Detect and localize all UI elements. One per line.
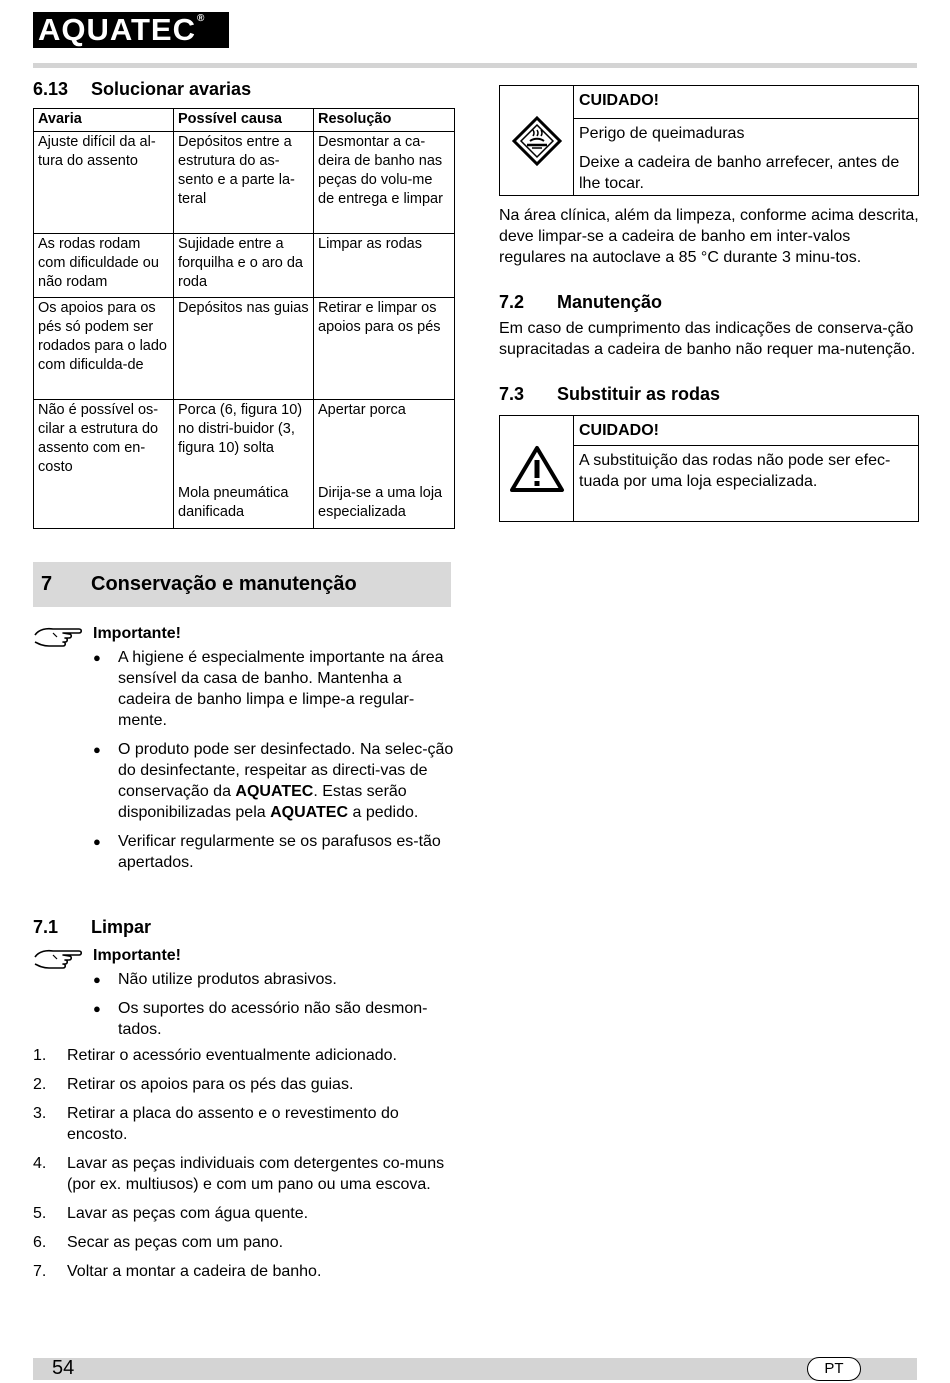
list-item: ● Não utilize produtos abrasivos. — [93, 969, 454, 990]
left-column — [33, 77, 454, 529]
bullet-text: Verificar regularmente se os parafusos es-tão apertados. — [118, 833, 441, 871]
table-row — [34, 234, 455, 298]
important-note — [33, 623, 454, 873]
table-cell: Limpar as rodas — [314, 234, 455, 298]
caution-line: Deixe a cadeira de banho arrefecer, antes de lhe tocar. — [579, 154, 900, 192]
section-6-13-heading — [33, 77, 454, 101]
caution-heading: CUIDADO! — [574, 86, 918, 119]
table-row — [34, 132, 455, 234]
section-title: Limpar — [91, 917, 152, 937]
note-title: Importante! — [93, 625, 181, 642]
note-bullet-list — [93, 647, 454, 873]
step-number: 7. — [33, 1263, 47, 1280]
bullet-text: a pedido. — [348, 804, 419, 821]
brand-name: AQUATEC — [235, 783, 314, 800]
warning-triangle-icon — [509, 444, 565, 494]
step-text: Retirar a placa do assento e o revestimento do encosto. — [67, 1105, 399, 1143]
caution-icon-cell — [500, 86, 574, 195]
table-cell: Retirar e limpar os apoios para os pés — [314, 298, 455, 400]
table-header-row — [34, 109, 455, 132]
section-7-3-heading — [499, 382, 920, 406]
table-cell: Dirija-se a uma loja especializada — [314, 483, 455, 529]
caution-box-wheels — [499, 415, 919, 522]
clinic-cleaning-paragraph: Na área clínica, além da limpeza, conforme acima descrita, deve limpar-se a cadeira de banho em inter-valos regulares na autoclave a 85 °C durante 3 minu-tos. — [499, 207, 919, 266]
section-title: Solucionar avarias — [91, 79, 252, 99]
section-number: 7.3 — [499, 384, 525, 404]
table-cell: As rodas rodam com dificuldade ou não rodam — [34, 234, 174, 298]
section-number: 6.13 — [33, 79, 69, 99]
table-cell: Os apoios para os pés só podem ser rodados para o lado com dificulda-de — [34, 298, 174, 400]
step-text: Retirar os apoios para os pés das guias. — [67, 1076, 354, 1093]
section-7-2-heading — [499, 290, 920, 314]
section-7-1 — [33, 915, 454, 1282]
table-cell: Apertar porca — [314, 400, 455, 483]
header-cause: Possível causa — [174, 109, 314, 132]
caution-box-burns — [499, 85, 919, 196]
bullet-text: O produto pode ser desinfectado. Na selec-ção do desinfectante, respeitar as directi-vas de conservação da — [118, 741, 454, 800]
table-cell: Desmontar a ca-deira de banho nas peças do volu-me de entrega e limpar — [314, 132, 455, 234]
header-fault: Avaria — [34, 109, 174, 132]
list-item — [33, 1232, 454, 1253]
section-number: 7 — [41, 573, 53, 595]
header-rule — [33, 63, 917, 68]
list-item — [93, 739, 454, 823]
page-number: 54 — [52, 1357, 75, 1379]
brand-name: AQUATEC — [270, 804, 349, 821]
table-row — [34, 400, 455, 483]
list-item — [33, 1103, 454, 1145]
caution-content — [574, 86, 918, 195]
list-item — [33, 1045, 454, 1066]
logo-text: AQUATEC — [38, 12, 196, 47]
note-bullet-list — [93, 969, 454, 1040]
caution-text: A substituição das rodas não pode ser efec-tuada por uma loja especializada. — [579, 452, 891, 490]
bullet-text: . Estas serão disponibilizadas pela — [118, 783, 407, 821]
hot-surface-warning-icon — [510, 114, 564, 168]
step-number: 1. — [33, 1047, 47, 1064]
table-cell: Porca (6, figura 10) no distri-buidor (3, figura 10) solta — [174, 400, 314, 483]
note-title: Importante! — [93, 947, 181, 964]
step-text: Lavar as peças individuais com detergentes co-muns (por ex. multiusos) e com um pano ou uma escova. — [67, 1155, 445, 1193]
logo-registered-mark: ® — [196, 13, 206, 24]
caution-icon-cell — [500, 416, 574, 521]
cleaning-steps-list — [33, 1045, 454, 1282]
list-item — [93, 647, 454, 731]
troubleshooting-table — [33, 108, 455, 529]
section-number: 7.2 — [499, 292, 525, 312]
right-column — [499, 85, 920, 522]
list-item — [33, 1261, 454, 1282]
maintenance-paragraph: Em caso de cumprimento das indicações de conserva-ção supracitadas a cadeira de banho não requer ma-nutenção. — [499, 320, 916, 358]
header-solution: Resolução — [314, 109, 455, 132]
step-number: 5. — [33, 1205, 47, 1222]
caution-line: Perigo de queimaduras — [579, 125, 745, 142]
table-cell: Depósitos nas guias — [174, 298, 314, 400]
table-cell: Ajuste difícil da al-tura do assento — [34, 132, 174, 234]
step-text: Retirar o acessório eventualmente adicionado. — [67, 1047, 397, 1064]
list-item: ● Os suportes do acessório não são desmon-tados. — [93, 998, 454, 1040]
aquatec-logo — [33, 12, 229, 48]
table-cell: Não é possível os-cilar a estrutura do assento com en-costo — [34, 400, 174, 529]
pointing-hand-icon — [33, 623, 85, 651]
list-item — [33, 1074, 454, 1095]
step-text: Secar as peças com um pano. — [67, 1234, 284, 1251]
table-cell: Mola pneumática danificada — [174, 483, 314, 529]
table-row — [34, 298, 455, 400]
step-number: 4. — [33, 1155, 47, 1172]
table-cell: Sujidade entre a forquilha e o aro da roda — [174, 234, 314, 298]
step-text: Voltar a montar a cadeira de banho. — [67, 1263, 322, 1280]
section-7-1-heading — [33, 915, 454, 939]
pointing-hand-icon — [33, 945, 85, 973]
section-title: Manutenção — [557, 292, 663, 312]
list-item — [33, 1203, 454, 1224]
caution-heading: CUIDADO! — [574, 416, 918, 446]
important-note — [33, 945, 454, 1040]
step-number: 2. — [33, 1076, 47, 1093]
footer-bar — [33, 1358, 917, 1380]
section-7-heading — [33, 562, 451, 607]
section-title: Substituir as rodas — [557, 384, 721, 404]
list-item — [33, 1153, 454, 1195]
step-number: 6. — [33, 1234, 47, 1251]
table-cell: Depósitos entre a estrutura do as-sento e a parte la-teral — [174, 132, 314, 234]
language-badge: PT — [807, 1357, 861, 1381]
caution-content — [574, 416, 918, 521]
step-number: 3. — [33, 1105, 47, 1122]
section-number: 7.1 — [33, 917, 59, 937]
caution-text — [574, 119, 918, 200]
bullet-text: A higiene é especialmente importante na área sensível da casa de banho. Mantenha a cadeira de banho limpa e limpe-a regular-mente. — [118, 649, 444, 729]
list-item — [93, 831, 454, 873]
step-text: Lavar as peças com água quente. — [67, 1205, 309, 1222]
section-title: Conservação e manutenção — [91, 573, 357, 595]
